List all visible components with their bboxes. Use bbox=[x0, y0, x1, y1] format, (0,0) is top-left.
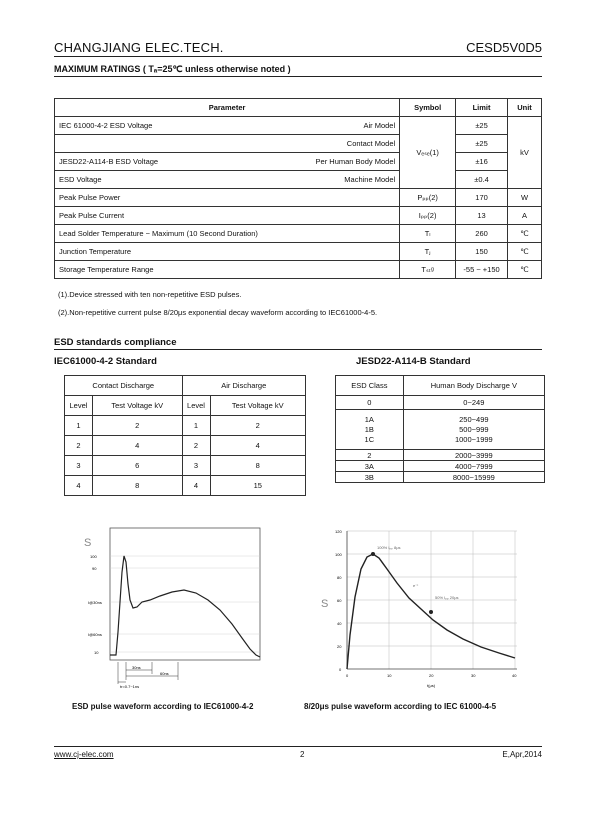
table-header-row bbox=[65, 376, 306, 396]
mark-30ns: 30ns bbox=[132, 665, 141, 670]
jesd-standard-title: JESD22-A114-B Standard bbox=[356, 356, 471, 367]
left-figure-caption: ESD pulse waveform according to IEC61000-4-2 bbox=[72, 702, 254, 711]
class-1b: 1B bbox=[364, 424, 374, 434]
col-limit: Limit bbox=[456, 99, 508, 117]
plot-grid bbox=[110, 556, 260, 652]
exp-annotation: e⁻ᵗ bbox=[413, 583, 419, 588]
ipp-symbol: Iₚₚ(2) bbox=[400, 207, 456, 225]
table-cell: 3B bbox=[336, 472, 404, 483]
tl-symbol: Tₗ bbox=[400, 225, 456, 243]
table-row bbox=[55, 207, 542, 225]
esd-symbol: Vₑₛₑ(1) bbox=[400, 117, 456, 189]
air-limit: ±25 bbox=[456, 117, 508, 135]
peak-point bbox=[371, 552, 375, 556]
xtick-20: 20 bbox=[429, 673, 434, 678]
xtick-10: 10 bbox=[387, 673, 392, 678]
table-cell: 15 bbox=[210, 476, 306, 496]
mm-limit: ±0.4 bbox=[456, 171, 508, 189]
ratings-divider bbox=[54, 76, 542, 77]
col-parameter: Parameter bbox=[55, 99, 400, 117]
peak-annotation: 100% Iₚₚ 8μs bbox=[377, 545, 401, 550]
company-name: CHANGJIANG ELEC.TECH. bbox=[54, 40, 224, 55]
tl-limit: 260 bbox=[456, 225, 508, 243]
esd-param: ESD Voltage bbox=[59, 175, 102, 184]
ipp-limit: 13 bbox=[456, 207, 508, 225]
table-cell: 3A bbox=[336, 461, 404, 472]
tick-10: 10 bbox=[94, 650, 99, 655]
compliance-divider bbox=[54, 349, 542, 350]
footer-divider bbox=[54, 746, 542, 747]
note-1: (1).Device stressed with ten non-repetitive ESD pulses. bbox=[58, 290, 242, 299]
table-cell: 0~249 bbox=[403, 396, 544, 410]
table-cell: 4 bbox=[65, 476, 93, 496]
tj-limit: 150 bbox=[456, 243, 508, 261]
table-cell: 1 bbox=[65, 416, 93, 436]
tstg-unit: ℃ bbox=[508, 261, 542, 279]
jesd-hbm: Per Human Body Model bbox=[315, 157, 396, 166]
table-row bbox=[336, 472, 545, 483]
range-1b: 500~999 bbox=[459, 424, 489, 434]
table-row bbox=[336, 461, 545, 472]
ppp-symbol: Pₚₚ(2) bbox=[400, 189, 456, 207]
right-figure-caption: 8/20μs pulse waveform according to IEC 61000-4-5 bbox=[304, 702, 497, 711]
table-cell bbox=[336, 410, 404, 450]
right-ylabel: S bbox=[321, 598, 329, 610]
ipp-param: Peak Pulse Current bbox=[55, 207, 400, 225]
ratings-table bbox=[54, 98, 542, 279]
table-row bbox=[65, 476, 306, 496]
tj-symbol: Tⱼ bbox=[400, 243, 456, 261]
table-cell: 2 bbox=[92, 416, 182, 436]
esd-curve bbox=[110, 556, 260, 657]
table-cell: 6 bbox=[92, 456, 182, 476]
table-row bbox=[55, 189, 542, 207]
tl-param: Lead Solder Temperature − Maximum (10 Second Duration) bbox=[55, 225, 400, 243]
footer-date: E,Apr,2014 bbox=[502, 750, 542, 759]
tj-param: Junction Temperature bbox=[55, 243, 400, 261]
tstg-param: Storage Temperature Range bbox=[55, 261, 400, 279]
contact-discharge-header: Contact Discharge bbox=[65, 376, 183, 396]
table-cell: 2 bbox=[336, 450, 404, 461]
ytick-20: 20 bbox=[337, 644, 342, 649]
table-header-row bbox=[65, 396, 306, 416]
table-cell bbox=[55, 153, 400, 171]
table-row bbox=[55, 243, 542, 261]
table-row bbox=[336, 396, 545, 410]
time-markers bbox=[118, 662, 178, 684]
ratings-title: MAXIMUM RATINGS ( Tₐ=25℃ unless otherwise noted ) bbox=[54, 64, 291, 74]
table-cell: 8000~15999 bbox=[403, 472, 544, 483]
esd-mm: Machine Model bbox=[344, 175, 396, 184]
mark-60ns: 60ns bbox=[160, 671, 169, 676]
half-point bbox=[429, 610, 433, 614]
ytick-0: 0 bbox=[339, 667, 342, 672]
tstg-limit: -55 ~ +150 bbox=[456, 261, 508, 279]
table-row bbox=[65, 416, 306, 436]
hbd-header: Human Body Discharge V bbox=[403, 376, 544, 396]
ytick-40: 40 bbox=[337, 621, 342, 626]
part-number: CESD5V0D5 bbox=[466, 40, 542, 55]
left-ylabel: S bbox=[84, 537, 92, 549]
table-cell: 1 bbox=[182, 416, 210, 436]
ytick-60: 60 bbox=[337, 598, 342, 603]
table-cell: 3 bbox=[65, 456, 93, 476]
esd-class-header: ESD Class bbox=[336, 376, 404, 396]
table-cell: 2 bbox=[182, 436, 210, 456]
tj-unit: ℃ bbox=[508, 243, 542, 261]
table-cell: 4 bbox=[210, 436, 306, 456]
table-cell bbox=[403, 410, 544, 450]
table-cell: 2 bbox=[210, 416, 306, 436]
table-row bbox=[55, 153, 542, 171]
table-row bbox=[65, 456, 306, 476]
plot-frame bbox=[110, 528, 260, 660]
table-cell bbox=[55, 171, 400, 189]
table-header-row bbox=[336, 376, 545, 396]
iec-param: IEC 61000-4-2 ESD Voltage bbox=[59, 121, 153, 130]
table-cell: 3 bbox=[182, 456, 210, 476]
ytick-100: 100 bbox=[335, 552, 342, 557]
contact-limit: ±25 bbox=[456, 135, 508, 153]
xtick-30: 30 bbox=[471, 673, 476, 678]
ipp-unit: A bbox=[508, 207, 542, 225]
tick-i60: I@60ns bbox=[88, 632, 102, 637]
tick-90: 90 bbox=[92, 566, 97, 571]
table-cell: 4 bbox=[182, 476, 210, 496]
class-1a: 1A bbox=[364, 414, 374, 424]
header-divider bbox=[54, 56, 542, 57]
table-cell: 4000~7999 bbox=[403, 461, 544, 472]
x-axis-label: t(μs) bbox=[427, 683, 436, 688]
table-cell: 4 bbox=[92, 436, 182, 456]
air-discharge-header: Air Discharge bbox=[182, 376, 305, 396]
jesd-param: JESD22-A114-B ESD Voltage bbox=[59, 157, 159, 166]
ppp-unit: W bbox=[508, 189, 542, 207]
table-row bbox=[55, 225, 542, 243]
col-unit: Unit bbox=[508, 99, 542, 117]
col-symbol: Symbol bbox=[400, 99, 456, 117]
tl-unit: ℃ bbox=[508, 225, 542, 243]
xtick-0: 0 bbox=[346, 673, 349, 678]
plot-grid bbox=[347, 531, 517, 669]
table-row bbox=[336, 410, 545, 450]
table-cell: 8 bbox=[92, 476, 182, 496]
table-row bbox=[336, 450, 545, 461]
ytick-80: 80 bbox=[337, 575, 342, 580]
table-cell: 2000~3999 bbox=[403, 450, 544, 461]
jesd-table bbox=[335, 375, 545, 483]
level-header: Level bbox=[65, 396, 93, 416]
tick-i30: I@30ns bbox=[88, 600, 102, 605]
table-row bbox=[55, 117, 542, 135]
voltage-header: Test Voltage kV bbox=[210, 396, 306, 416]
iec-contact-model: Contact Model bbox=[55, 135, 400, 153]
hbm-limit: ±16 bbox=[456, 153, 508, 171]
range-1a: 250~499 bbox=[459, 414, 489, 424]
level-header: Level bbox=[182, 396, 210, 416]
tick-100: 100 bbox=[90, 554, 97, 559]
tstg-symbol: Tₛₜᵍ bbox=[400, 261, 456, 279]
table-row bbox=[55, 261, 542, 279]
surge-waveform-figure bbox=[315, 525, 525, 693]
ppp-param: Peak Pulse Power bbox=[55, 189, 400, 207]
table-header-row bbox=[55, 99, 542, 117]
ytick-120: 120 bbox=[335, 529, 342, 534]
table-cell: 0 bbox=[336, 396, 404, 410]
table-row bbox=[55, 171, 542, 189]
mark-tr: tr=0.7~1ns bbox=[120, 684, 140, 689]
iec-air-model: Air Model bbox=[363, 121, 396, 130]
table-row bbox=[55, 135, 542, 153]
esd-waveform-figure bbox=[80, 522, 270, 690]
half-annotation: 50% Iₚₚ 20μs bbox=[435, 595, 459, 600]
range-1c: 1000~1999 bbox=[454, 434, 493, 444]
iec-standard-title: IEC61000-4-2 Standard bbox=[54, 356, 157, 367]
iec-table bbox=[64, 375, 306, 496]
table-cell bbox=[55, 117, 400, 135]
page-number: 2 bbox=[300, 750, 305, 759]
table-row bbox=[65, 436, 306, 456]
ppp-limit: 170 bbox=[456, 189, 508, 207]
table-cell: 2 bbox=[65, 436, 93, 456]
esd-unit: kV bbox=[508, 117, 542, 189]
class-1c: 1C bbox=[364, 434, 375, 444]
compliance-title: ESD standards compliance bbox=[54, 337, 177, 348]
table-cell: 8 bbox=[210, 456, 306, 476]
voltage-header: Test Voltage kV bbox=[92, 396, 182, 416]
xtick-40: 40 bbox=[512, 673, 517, 678]
note-2: (2).Non-repetitive current pulse 8/20μs exponential decay waveform according to IEC61000-4-5. bbox=[58, 308, 378, 317]
footer-url[interactable]: www.cj-elec.com bbox=[54, 750, 114, 759]
